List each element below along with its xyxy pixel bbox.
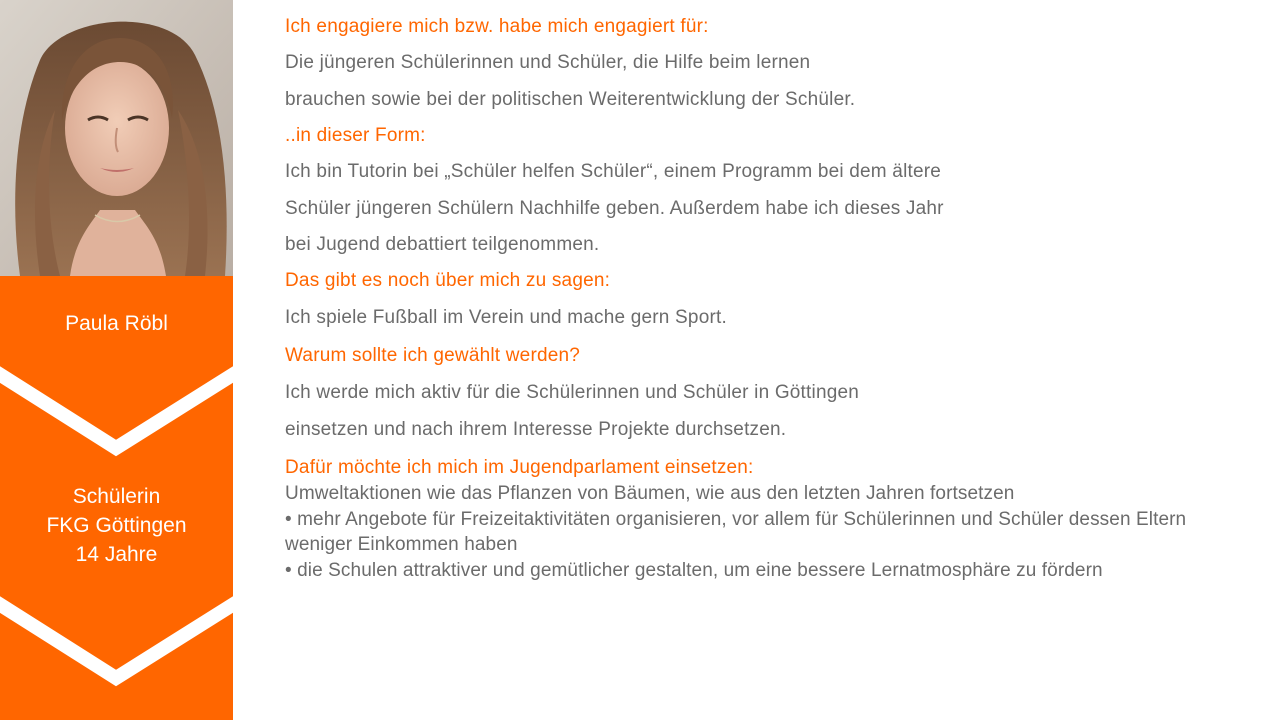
form-text: Schüler jüngeren Schülern Nachhilfe geben. Außerdem habe ich dieses Jahr — [285, 198, 944, 219]
profile-details — [0, 482, 233, 569]
engagement-heading: Ich engagiere mich bzw. habe mich engagiert für: — [285, 16, 709, 37]
form-text: bei Jugend debattiert teilgenommen. — [285, 234, 600, 255]
chevron-down-icon — [0, 592, 233, 692]
profile-name: Paula Röbl — [65, 312, 168, 335]
chevron-down-icon — [0, 362, 233, 462]
goals-list — [285, 481, 1235, 583]
about-text: Ich spiele Fußball im Verein und mache gern Sport. — [285, 307, 727, 328]
profile-age: 14 Jahre — [75, 543, 158, 566]
why-heading: Warum sollte ich gewählt werden? — [285, 345, 581, 366]
profile-sidebar — [0, 0, 233, 720]
profile-school: FKG Göttingen — [46, 514, 187, 537]
form-heading: ..in dieser Form: — [285, 125, 426, 146]
goals-heading: Dafür möchte ich mich im Jugendparlament einsetzen: — [285, 457, 754, 478]
goals-bullet: • die Schulen attraktiver und gemütlicher gestalten, um eine bessere Lernatmosphäre zu fördern — [285, 559, 1103, 581]
goals-intro: Umweltaktionen wie das Pflanzen von Bäumen, wie aus den letzten Jahren fortsetzen — [285, 483, 1015, 504]
engagement-text: brauchen sowie bei der politischen Weiterentwicklung der Schüler. — [285, 89, 856, 110]
form-text: Ich bin Tutorin bei „Schüler helfen Schüler“, einem Programm bei dem ältere — [285, 161, 942, 182]
profile-role: Schülerin — [72, 485, 161, 508]
goals-bullet: • mehr Angebote für Freizeitaktivitäten organisieren, vor allem für Schülerinnen und Schüler dessen Eltern weniger Einkommen haben — [285, 508, 1187, 555]
profile-photo — [0, 0, 233, 276]
why-text: Ich werde mich aktiv für die Schülerinnen und Schüler in Göttingen — [285, 382, 860, 403]
engagement-text: Die jüngeren Schülerinnen und Schüler, die Hilfe beim lernen — [285, 52, 811, 73]
about-heading: Das gibt es noch über mich zu sagen: — [285, 270, 611, 291]
why-text: einsetzen und nach ihrem Interesse Projekte durchsetzen. — [285, 419, 787, 440]
